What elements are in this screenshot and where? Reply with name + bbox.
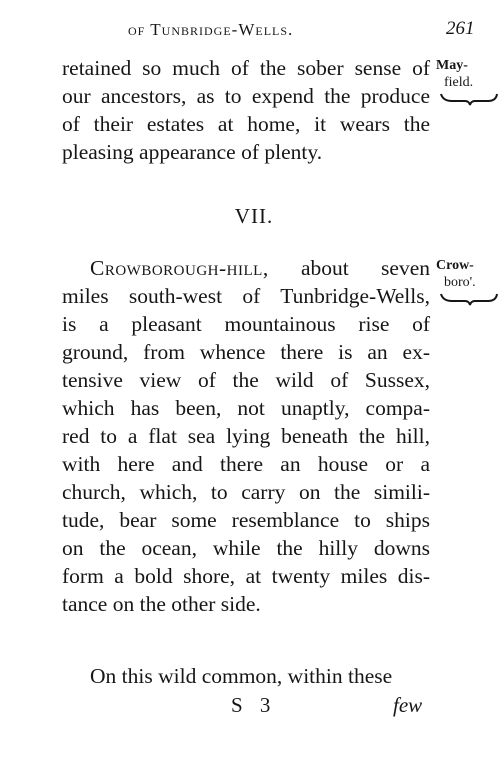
margin-note-line: boro'. bbox=[444, 275, 476, 290]
text-line: church, which, to carry on the simili- bbox=[62, 480, 430, 504]
text-line: tance on the other side. bbox=[62, 592, 261, 616]
text-line: which has been, not unaptly, compa- bbox=[62, 396, 430, 420]
margin-note-mayfield bbox=[436, 57, 500, 91]
text-line: is a pleasant mountainous rise of bbox=[62, 312, 430, 336]
signature-mark: S 3 bbox=[231, 693, 277, 717]
text-line-first bbox=[90, 254, 430, 282]
text-line: tensive view of the wild of Sussex, bbox=[62, 368, 430, 392]
text-line: red to a flat sea lying beneath the hill, bbox=[62, 424, 430, 448]
text-line: form a bold shore, at twenty miles dis- bbox=[62, 564, 430, 588]
text-line: miles south-west of Tunbridge-Wells, bbox=[62, 284, 430, 308]
lead-word: Crowborough-hill, bbox=[90, 256, 269, 280]
line-rest: about seven bbox=[301, 256, 431, 280]
text-line: pleasing appearance of plenty. bbox=[62, 140, 323, 164]
text-line: on the ocean, while the hilly downs bbox=[62, 536, 430, 560]
text-line: retained so much of the sober sense of bbox=[62, 56, 430, 80]
text-line: On this wild common, within these bbox=[90, 664, 393, 688]
page-number: 261 bbox=[446, 18, 475, 39]
section-heading: VII. bbox=[234, 204, 274, 228]
text-line: with here and there an house or a bbox=[62, 452, 430, 476]
text-line: tude, bear some resemblance to ships bbox=[62, 508, 430, 532]
brace-mark bbox=[440, 292, 498, 306]
text-line: ground, from whence there is an ex- bbox=[62, 340, 430, 364]
text-line: our ancestors, as to expend the produce bbox=[62, 84, 430, 108]
catchword: few bbox=[393, 693, 423, 717]
margin-note-line: field. bbox=[444, 75, 474, 90]
text-line: of their estates at home, it wears the bbox=[62, 112, 430, 136]
margin-note-line: Crow- bbox=[436, 258, 474, 273]
brace-mark bbox=[440, 92, 498, 106]
running-title: of Tunbridge-Wells. bbox=[128, 20, 294, 39]
margin-note-crowborough bbox=[436, 257, 500, 291]
margin-note-line: May- bbox=[436, 58, 468, 73]
